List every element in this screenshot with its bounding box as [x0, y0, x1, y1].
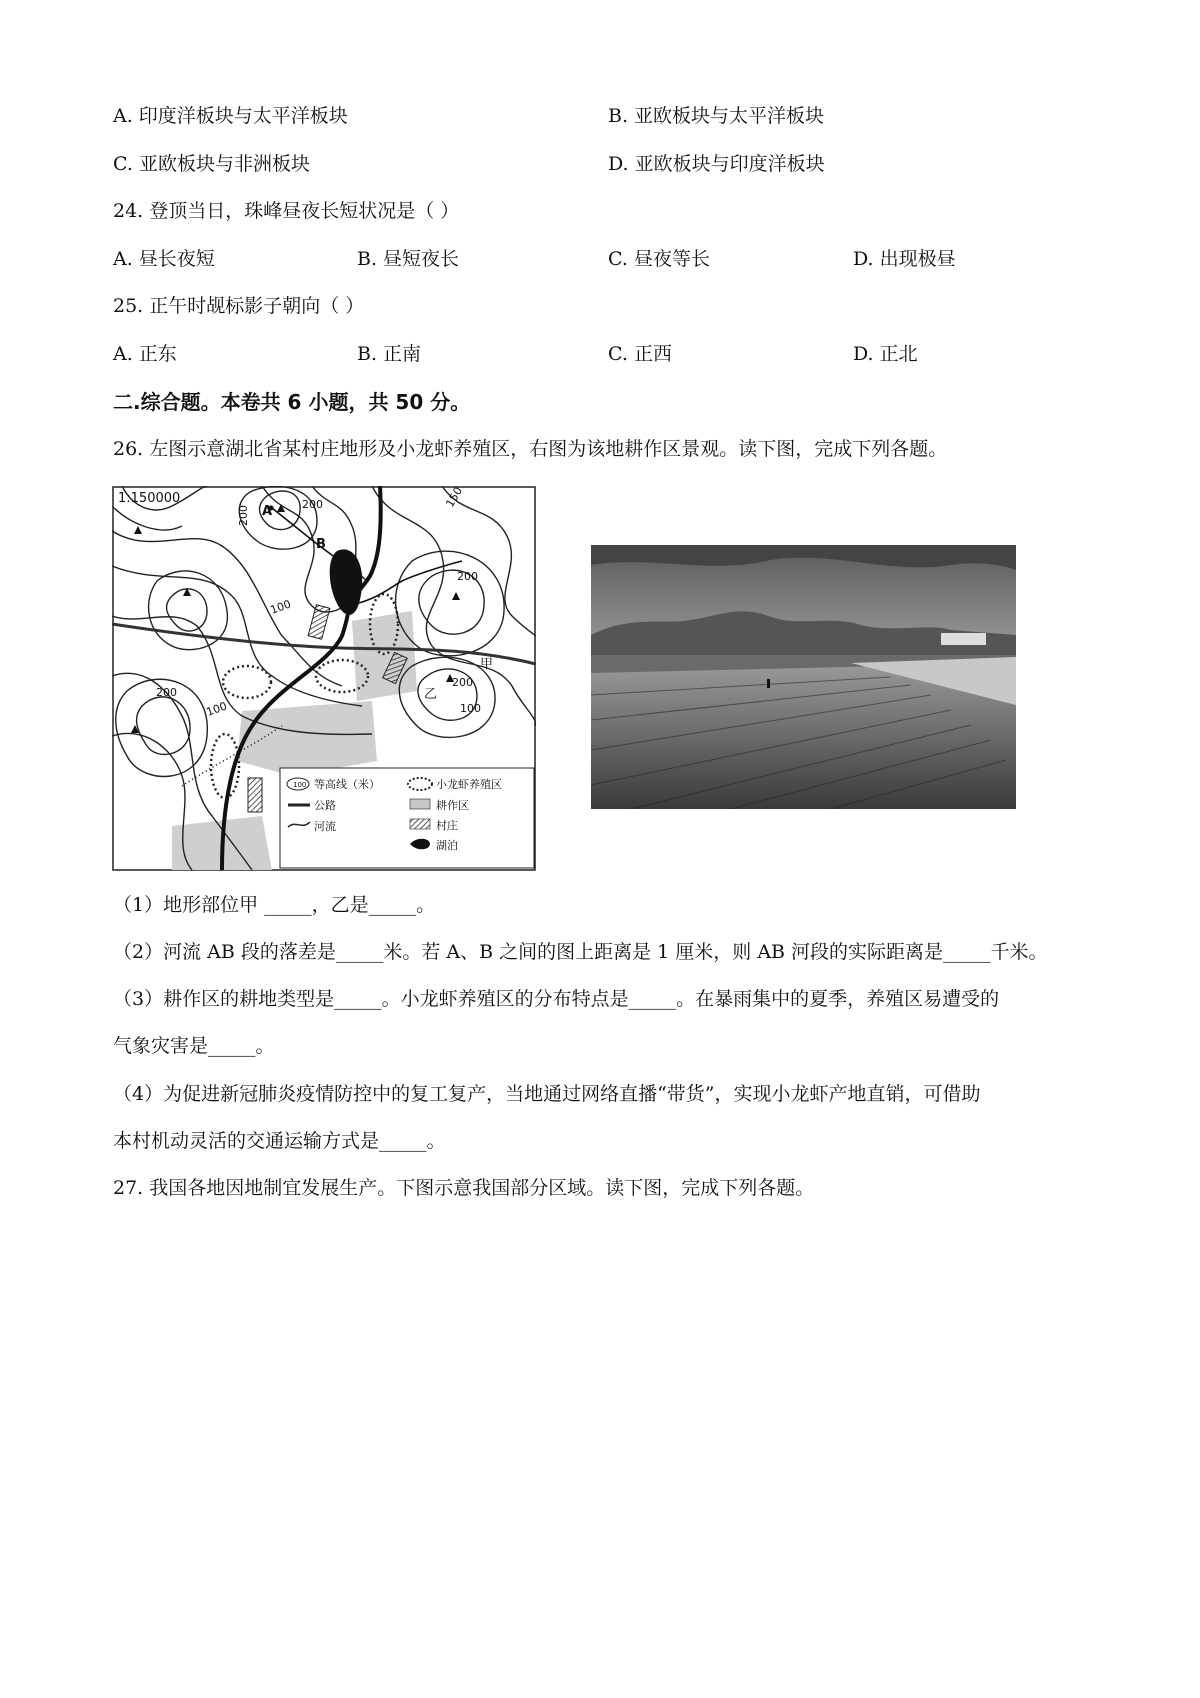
- contour-label-200-b: 200: [237, 505, 250, 526]
- legend-village-label: 村庄: [436, 819, 458, 832]
- q24-option-d: D. 出现极昼: [853, 248, 956, 270]
- contour-map: [112, 486, 536, 871]
- q25-option-a: A. 正东: [113, 343, 177, 365]
- section-heading: 二.综合题。本卷共 6 小题，共 50 分。: [113, 390, 471, 414]
- map-legend: [280, 768, 534, 868]
- contour-label-200-c: 200: [457, 570, 478, 583]
- legend-village-symbol: [410, 819, 430, 829]
- contour-label-150: 150: [443, 486, 466, 510]
- legend-lake-label: 湖泊: [436, 839, 458, 852]
- legend-road-label: 公路: [314, 799, 336, 812]
- contour-map-figure: [112, 486, 536, 871]
- legend-contour-sample: 100: [293, 781, 307, 789]
- legend-river-label: 河流: [314, 820, 336, 833]
- q26-sub4-line1: （4）为促进新冠肺炎疫情防控中的复工复产，当地通过网络直播“带货”，实现小龙虾产地直销，可借助: [113, 1083, 981, 1105]
- farmland-photo: [591, 545, 1016, 809]
- legend-farmland-label: 耕作区: [436, 799, 469, 812]
- q23-option-c: C. 亚欧板块与非洲板块: [113, 153, 310, 175]
- q24-stem: 24. 登顶当日，珠峰昼夜长短状况是（ ）: [113, 200, 460, 222]
- point-a-label: A: [262, 504, 273, 519]
- q26-sub3-line2: 气象灾害是_____。: [113, 1035, 275, 1057]
- q25-option-b: B. 正南: [357, 343, 422, 365]
- q26-sub2: （2）河流 AB 段的落差是_____米。若 A、B 之间的图上距离是 1 厘米，则 AB 河段的实际距离是_____千米。: [113, 941, 1048, 963]
- q23-option-a: A. 印度洋板块与太平洋板块: [113, 105, 348, 127]
- legend-contour-label: 等高线（米）: [314, 778, 380, 791]
- contour-label-200-e: 200: [156, 686, 177, 699]
- place-yi-label: 乙: [424, 687, 438, 702]
- q25-option-d: D. 正北: [853, 343, 918, 365]
- q25-stem: 25. 正午时觇标影子朝向（ ）: [113, 295, 365, 317]
- q24-option-c: C. 昼夜等长: [608, 248, 710, 270]
- contour-label-200-a: 200: [302, 498, 323, 511]
- legend-crayfish-label: 小龙虾养殖区: [436, 778, 502, 791]
- q24-option-a: A. 昼长夜短: [113, 248, 215, 270]
- q23-option-d: D. 亚欧板块与印度洋板块: [608, 153, 825, 175]
- q26-stem: 26. 左图示意湖北省某村庄地形及小龙虾养殖区，右图为该地耕作区景观。读下图，完成下列各题。: [113, 438, 948, 460]
- q23-option-b: B. 亚欧板块与太平洋板块: [608, 105, 825, 127]
- q26-sub4-line2: 本村机动灵活的交通运输方式是_____。: [113, 1130, 446, 1152]
- legend-farmland-symbol: [410, 799, 430, 809]
- contour-label-100-b: 100: [460, 702, 481, 715]
- point-b-label: B: [316, 537, 326, 552]
- contour-label-100-c: 100: [204, 699, 229, 719]
- q26-sub1: （1）地形部位甲 _____，乙是_____。: [113, 894, 436, 916]
- map-scale: 1:150000: [118, 491, 181, 506]
- q25-option-c: C. 正西: [608, 343, 672, 365]
- q24-option-b: B. 昼短夜长: [357, 248, 460, 270]
- place-jia-label: 甲: [480, 657, 494, 672]
- q27-stem: 27. 我国各地因地制宜发展生产。下图示意我国部分区域。读下图，完成下列各题。: [113, 1177, 815, 1199]
- farmland-photo-drawing: [591, 545, 1016, 809]
- contour-label-200-d: 200: [452, 676, 473, 689]
- contour-label-100-a: 100: [268, 597, 293, 617]
- q26-sub3-line1: （3）耕作区的耕地类型是_____。小龙虾养殖区的分布特点是_____。在暴雨集中的夏季，养殖区易遭受的: [113, 988, 1000, 1010]
